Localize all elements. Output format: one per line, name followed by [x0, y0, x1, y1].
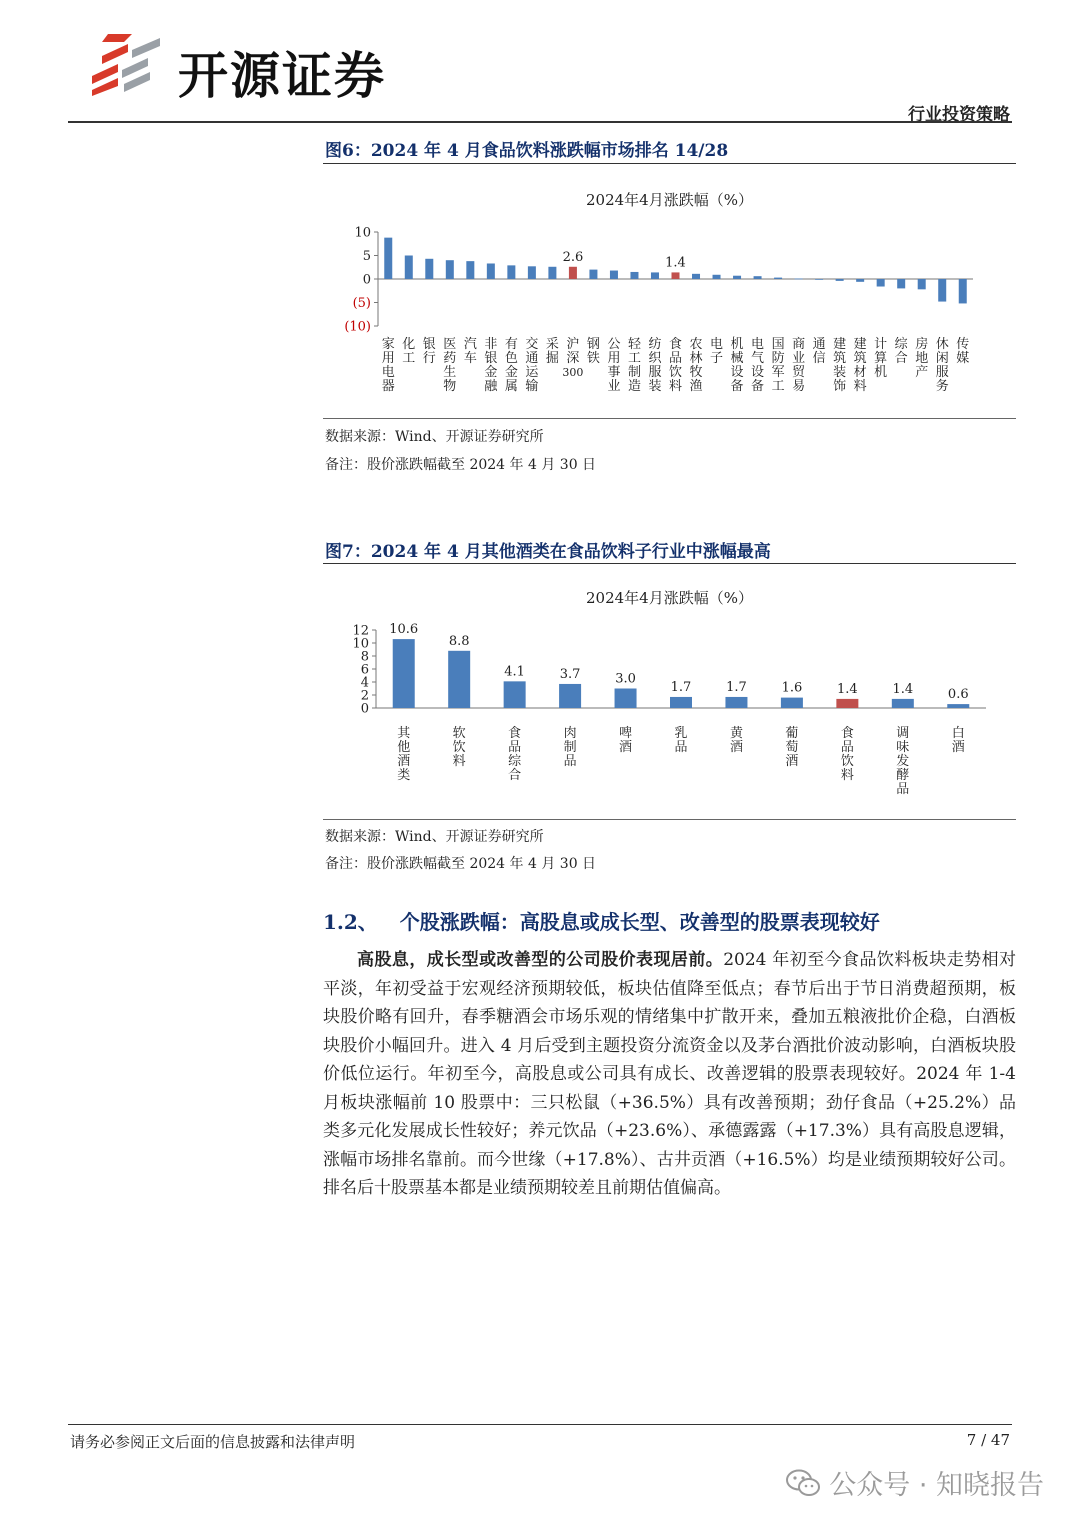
y-tick-label: 12 — [352, 623, 369, 639]
section-heading — [323, 906, 880, 935]
bar — [528, 266, 536, 279]
category-label: 纺织服装 — [648, 337, 662, 394]
page-number: 7 / 47 — [966, 1431, 1010, 1449]
bar — [589, 270, 597, 279]
category-label: 电气设备 — [751, 337, 765, 394]
y-tick-label: 6 — [360, 662, 369, 678]
bar — [781, 698, 803, 708]
y-tick-label: 10 — [352, 636, 369, 652]
footer-divider — [68, 1424, 1012, 1425]
bar — [672, 272, 680, 279]
category-label: 食品饮料 — [840, 726, 854, 783]
section-title: 个股涨跌幅：高股息或成长型、改善型的股票表现较好 — [399, 910, 880, 934]
category-label: 葡萄酒 — [785, 726, 799, 769]
y-tick-label: 0 — [360, 701, 369, 717]
y-tick-label: 0 — [362, 272, 371, 288]
category-label: 公用事业 — [607, 337, 621, 394]
data-label: 1.7 — [670, 679, 692, 695]
figure6-title: 图6：2024 年 4 月食品饮料涨跌幅市场排名 14/28 — [325, 141, 729, 161]
bar — [615, 689, 637, 709]
y-tick-label: 5 — [362, 249, 371, 264]
wechat-icon — [785, 1469, 821, 1497]
category-label: 啤酒 — [619, 726, 633, 755]
category-label: 食品综合 — [508, 726, 522, 783]
header-divider — [68, 121, 1012, 123]
bar — [425, 259, 433, 279]
category-label: 综合 — [894, 337, 908, 366]
brand-logo-icon — [88, 34, 168, 96]
category-label: 食品饮料 — [668, 337, 683, 394]
figure7-source: 数据来源：Wind、开源证券研究所 — [325, 829, 544, 845]
bar — [815, 279, 823, 280]
data-label: 2.6 — [562, 249, 584, 265]
report-type-label: 行业投资策略 — [908, 105, 1010, 125]
figure7-chart — [323, 612, 1016, 812]
bar — [559, 684, 581, 708]
section-body — [323, 946, 1016, 1203]
bar — [548, 267, 556, 279]
data-label: 1.4 — [837, 681, 858, 697]
bar — [384, 238, 392, 279]
watermark — [785, 1463, 1044, 1502]
figure6-top-rule — [323, 163, 1016, 164]
figure6-chart-title: 2024年4月涨跌幅（%） — [586, 191, 753, 209]
data-label: 1.4 — [665, 255, 686, 271]
figure7-title: 图7：2024 年 4 月其他酒类在食品饮料子行业中涨幅最高 — [325, 542, 771, 562]
category-label: 家用电器 — [381, 337, 395, 394]
data-label: 1.6 — [781, 680, 803, 696]
bar — [836, 699, 858, 708]
y-tick-label: 10 — [354, 225, 371, 241]
bar — [959, 279, 967, 303]
bar — [448, 651, 470, 708]
category-label: 钢铁 — [586, 337, 600, 366]
figure6-source: 数据来源：Wind、开源证券研究所 — [325, 429, 544, 445]
category-label: 沪深 300 — [562, 337, 584, 379]
category-label: 有色金属 — [504, 337, 518, 394]
y-tick-label: (10) — [344, 319, 371, 335]
figure7-remark: 备注：股价涨跌幅截至 2024 年 4 月 30 日 — [325, 856, 597, 872]
category-label: 交通运输 — [525, 337, 539, 394]
figure7-chart-title: 2024年4月涨跌幅（%） — [586, 589, 753, 607]
category-label: 建筑装饰 — [833, 337, 847, 394]
category-label: 软饮料 — [452, 726, 466, 769]
bar — [725, 697, 747, 708]
data-label: 4.1 — [504, 664, 525, 680]
category-label: 调味发酵品 — [896, 726, 910, 797]
category-label: 其他酒类 — [397, 726, 411, 783]
bar — [897, 279, 905, 288]
figure7-bottom-rule — [323, 819, 1016, 820]
bar — [670, 697, 692, 708]
bar — [507, 265, 515, 279]
bar — [836, 279, 844, 281]
category-label: 电子 — [710, 337, 724, 366]
footer-disclaimer: 请务必参阅正文后面的信息披露和法律声明 — [70, 1433, 356, 1451]
bar — [446, 260, 454, 279]
bar — [856, 279, 864, 282]
bar — [393, 639, 415, 708]
category-label: 计算机 — [874, 337, 888, 380]
category-label: 机械设备 — [730, 337, 744, 394]
bar — [774, 278, 782, 279]
category-label: 化工 — [402, 337, 416, 366]
bar — [947, 704, 969, 708]
data-label: 0.6 — [947, 687, 969, 703]
category-label: 休闲服务 — [935, 337, 949, 394]
bar — [487, 263, 495, 279]
y-tick-label: 2 — [360, 688, 369, 704]
category-label: 传媒 — [956, 337, 970, 366]
bar — [733, 276, 741, 279]
category-label: 轻工制造 — [627, 337, 641, 394]
bar — [630, 272, 638, 279]
bar — [504, 681, 526, 708]
figure7-top-rule — [323, 563, 1016, 564]
category-label: 建筑材料 — [853, 337, 867, 394]
data-label: 1.4 — [892, 681, 914, 697]
figure6-chart — [323, 218, 1016, 408]
section-number: 1.2、 — [323, 910, 378, 934]
y-tick-label: 4 — [360, 675, 369, 691]
bar — [569, 267, 577, 279]
bar — [795, 279, 803, 280]
section-paragraph: 2024 年初至今食品饮料板块走势相对平淡，年初受益于宏观经济预期较低，板块估值降至低点；春节后出于节日消费超预期，板块股价略有回升，春季糖酒会市场乐观的情绪集中扩散开来，叠加五粮液批价企稳，白酒板块股价小幅回升。进入 4 月后受到主题投资分流资金以及茅台酒批价波动影响，白酒板块股价低位运行。年初至今，高股息或公司具有成长、改善逻辑的股票表现较好。2024 年 1-4 月板块涨幅前 10 股票中：三只松鼠（+36.5%）具有改善预期；劲仔食品（+25.2%）品类多元化发展成长性较好；养元饮品（+23.6%）、承德露露（+17.3%）具有高股息逻辑，涨幅市场排名靠前。而今世缘（+17.8%）、古井贡酒（+16.5%）均是业绩预期较好公司。排名后十股票基本都是业绩预期较差且前期估值偏高。 — [323, 950, 1017, 1198]
figure6-bottom-rule — [323, 418, 1016, 419]
bar — [610, 271, 618, 279]
bar — [892, 699, 914, 708]
section-lead: 高股息，成长型或改善型的公司股价表现居前。 — [357, 950, 724, 970]
category-label: 房地产 — [915, 337, 929, 380]
category-label: 医药生物 — [443, 337, 457, 394]
watermark-text: 公众号 · 知晓报告 — [829, 1470, 1044, 1501]
category-label: 通信 — [812, 337, 826, 366]
data-label: 3.0 — [615, 671, 636, 687]
bar — [754, 276, 762, 279]
bar — [938, 279, 946, 302]
bar — [466, 261, 474, 279]
bar — [651, 272, 659, 279]
category-label: 银行 — [422, 337, 436, 366]
category-label: 肉制品 — [563, 726, 577, 769]
y-tick-label: 8 — [360, 649, 369, 665]
category-label: 乳品 — [674, 726, 688, 755]
category-label: 白酒 — [951, 726, 965, 755]
brand-name: 开源证券 — [178, 47, 386, 105]
bar — [692, 274, 700, 279]
bar — [877, 279, 885, 287]
category-label: 汽车 — [463, 337, 477, 366]
bar — [405, 256, 413, 280]
category-label: 农林牧渔 — [689, 337, 703, 394]
data-label: 1.7 — [726, 679, 747, 695]
bar — [713, 275, 721, 279]
figure6-remark: 备注：股价涨跌幅截至 2024 年 4 月 30 日 — [325, 457, 597, 473]
bar — [918, 279, 926, 289]
data-label: 8.8 — [448, 633, 470, 649]
category-label: 国防军工 — [771, 337, 785, 394]
category-label: 采掘 — [545, 337, 559, 366]
category-label: 非银金融 — [484, 337, 498, 394]
data-label: 3.7 — [559, 666, 581, 682]
category-label: 黄酒 — [729, 726, 743, 755]
y-tick-label: (5) — [352, 296, 371, 311]
data-label: 10.6 — [389, 622, 419, 638]
category-label: 商业贸易 — [792, 337, 806, 394]
